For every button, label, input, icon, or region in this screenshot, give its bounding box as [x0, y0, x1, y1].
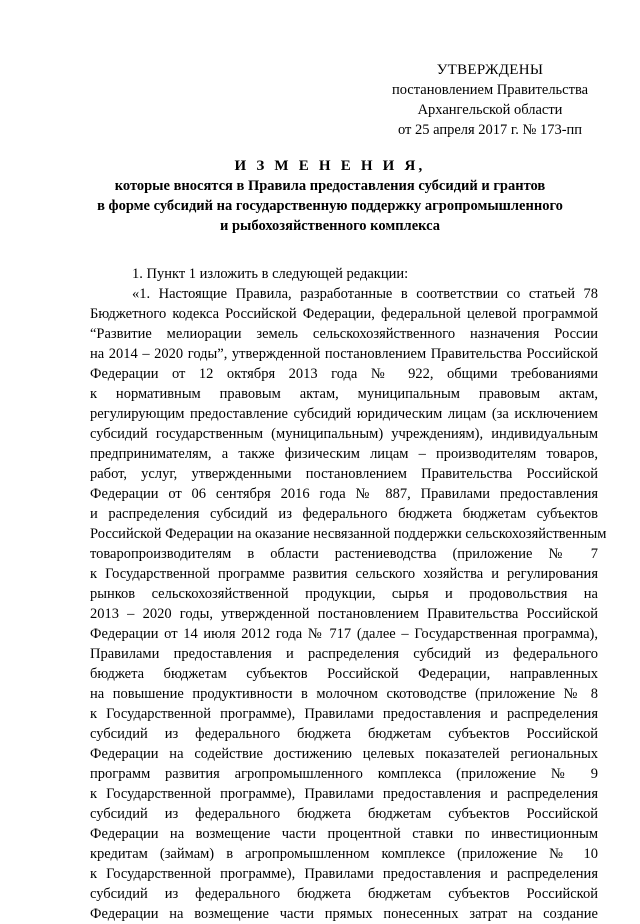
heading-line: и рыбохозяйственного комплекса: [220, 218, 440, 234]
heading-line: в форме субсидий на государственную поддержку агропромышленного: [97, 198, 563, 214]
paragraph-line: товаропроизводителям в области растениеводства (приложение № 7: [90, 546, 598, 562]
paragraph-line: Федерации от 12 октября 2013 года № 922, общими требованиями: [90, 366, 598, 382]
paragraph-line: Федерации от 14 июля 2012 года № 717 (далее – Государственная программа),: [90, 626, 598, 642]
approval-line: Архангельской области: [417, 102, 563, 118]
paragraph-line: «1. Настоящие Правила, разработанные в соответствии со статьей 78: [132, 286, 598, 302]
paragraph-line: субсидий государственным (муниципальным) учреждениям), индивидуальным: [90, 426, 598, 442]
paragraph-line: к Государственной программе развития сельского хозяйства и регулирования: [90, 566, 598, 582]
paragraph-line: рынков сельскохозяйственной продукции, сырья и продовольствия на: [90, 586, 598, 602]
approval-stamp: УТВЕРЖДЕНЫ: [436, 62, 544, 78]
paragraph-line: “Развитие мелиорации земель сельскохозяйственного назначения России: [90, 326, 598, 342]
paragraph-line: субсидий из федерального бюджета бюджетам субъектов Российской: [90, 726, 598, 742]
paragraph-line: кредитам (займам) в агропромышленном комплексе (приложение № 10: [90, 846, 598, 862]
paragraph-line: к Государственной программе), Правилами предоставления и распределения: [90, 786, 598, 802]
paragraph-line: Федерации на возмещение части процентной ставки по инвестиционным: [90, 826, 598, 842]
paragraph-line: Бюджетного кодекса Российской Федерации, федеральной целевой программой: [90, 306, 598, 322]
document-heading: [60, 156, 600, 236]
approval-line: постановлением Правительства: [391, 82, 589, 98]
paragraph-line: к Государственной программе), Правилами предоставления и распределения: [90, 866, 598, 882]
document-body: [90, 264, 607, 924]
approval-block: [378, 60, 602, 140]
paragraph-line: Правилами предоставления и распределения субсидий из федерального: [90, 646, 598, 662]
document-title: И З М Е Н Е Н И Я,: [234, 158, 426, 174]
paragraph-line: Федерации на содействие достижению целевых показателей региональных: [90, 746, 598, 762]
paragraph-line: и распределения субсидий из федерального бюджета бюджетам субъектов: [90, 506, 598, 522]
paragraph-line: Федерации от 06 сентября 2016 года № 887, Правилами предоставления: [90, 486, 598, 502]
paragraph-line: регулирующим предоставление субсидий юридическим лицам (за исключением: [90, 406, 598, 422]
approval-line: от 25 апреля 2017 г. № 173-пп: [397, 122, 583, 138]
paragraph-line: к нормативным правовым актам, муниципальным правовым актам,: [90, 386, 598, 402]
paragraph-line: Федерации на возмещение части прямых понесенных затрат на создание: [90, 906, 598, 922]
paragraph-line: программ развития агропромышленного комплекса (приложение № 9: [90, 766, 598, 782]
paragraph-line: субсидий из федерального бюджета бюджетам субъектов Российской: [90, 886, 598, 902]
heading-line: которые вносятся в Правила предоставления субсидий и грантов: [114, 178, 546, 194]
paragraph-line: работ, услуг, утвержденными постановлением Правительства Российской: [90, 466, 598, 482]
paragraph-line: к Государственной программе), Правилами предоставления и распределения: [90, 706, 598, 722]
paragraph-line: Российской Федерации на оказание несвязанной поддержки сельскохозяйственным: [90, 526, 607, 542]
paragraph-line: субсидий из федерального бюджета бюджетам субъектов Российской: [90, 806, 598, 822]
paragraph-line: на 2014 – 2020 годы”, утвержденной постановлением Правительства Российской: [90, 346, 598, 362]
paragraph-line: 2013 – 2020 годы, утвержденной постановлением Правительства Российской: [90, 606, 598, 622]
amendment-item: 1. Пункт 1 изложить в следующей редакции:: [132, 266, 409, 282]
paragraph-line: на повышение продуктивности в молочном скотоводстве (приложение № 8: [90, 686, 598, 702]
paragraph-line: предпринимателям, а также физическим лицам – производителям товаров,: [90, 446, 598, 462]
paragraph-line: бюджета бюджетам субъектов Российской Федерации, направленных: [90, 666, 598, 682]
